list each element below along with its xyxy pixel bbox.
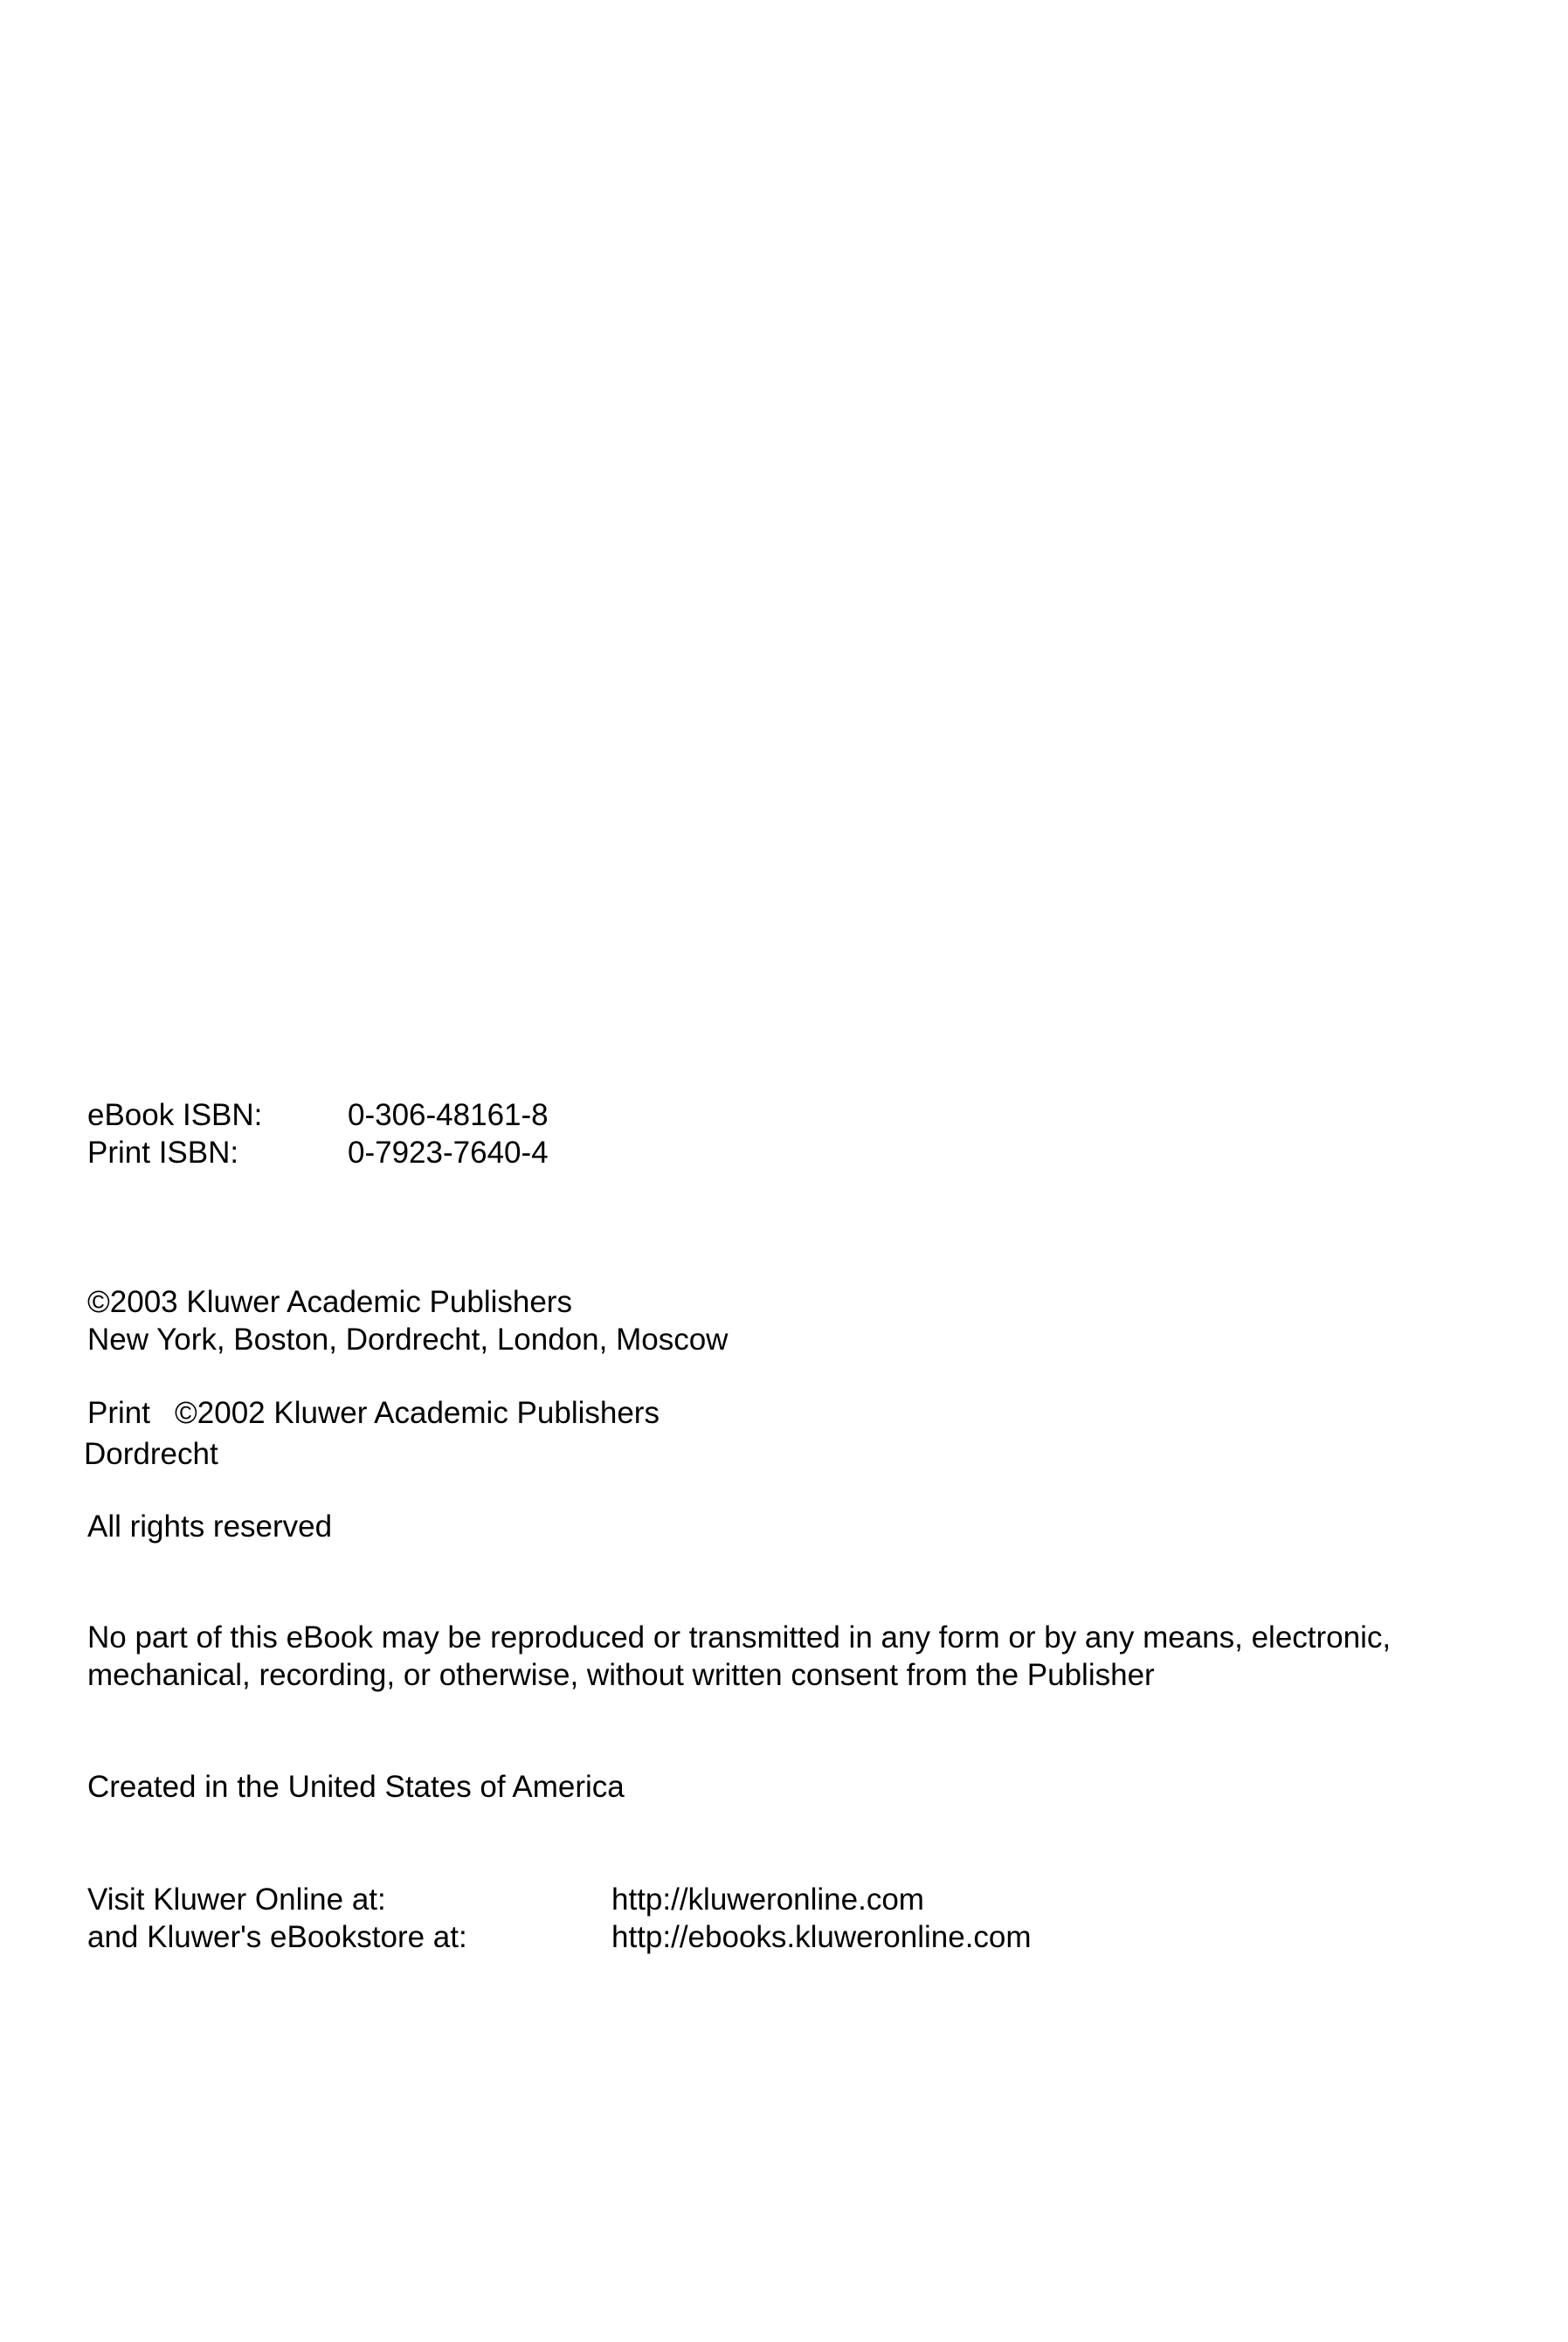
print-copyright-row <box>87 1395 660 1432</box>
ebook-copyright: ©2003 Kluwer Academic Publishers <box>87 1285 572 1319</box>
kluwer-online-label: Visit Kluwer Online at: <box>87 1883 386 1917</box>
kluwer-ebookstore-row <box>87 1919 1032 1956</box>
kluwer-ebookstore-label: and Kluwer's eBookstore at: <box>87 1920 467 1954</box>
print-copyright: ©2002 Kluwer Academic Publishers <box>175 1396 660 1430</box>
print-isbn-value: 0-7923-7640-4 <box>348 1136 549 1170</box>
ebook-isbn-row <box>87 1097 549 1134</box>
rights-statement: All rights reserved <box>87 1510 333 1544</box>
ebook-isbn-value: 0-306-48161-8 <box>348 1098 549 1132</box>
print-isbn-label: Print ISBN: <box>87 1136 239 1170</box>
ebook-copyright-cities: New York, Boston, Dordrecht, London, Moscow <box>87 1323 729 1357</box>
print-copyright-prefix: Print <box>87 1396 150 1430</box>
notice-line-1: No part of this eBook may be reproduced or transmitted in any form or by any means, electronic, <box>87 1620 1392 1655</box>
kluwer-ebookstore-url: http://ebooks.kluweronline.com <box>611 1920 1032 1954</box>
origin-statement: Created in the United States of America <box>87 1770 625 1804</box>
kluwer-online-url: http://kluweronline.com <box>611 1883 924 1917</box>
notice-line-2: mechanical, recording, or otherwise, without written consent from the Publisher <box>87 1658 1155 1692</box>
ebook-isbn-label: eBook ISBN: <box>87 1098 263 1132</box>
kluwer-online-row <box>87 1882 924 1918</box>
print-copyright-city: Dordrecht <box>84 1437 218 1471</box>
print-isbn-row <box>87 1135 549 1171</box>
